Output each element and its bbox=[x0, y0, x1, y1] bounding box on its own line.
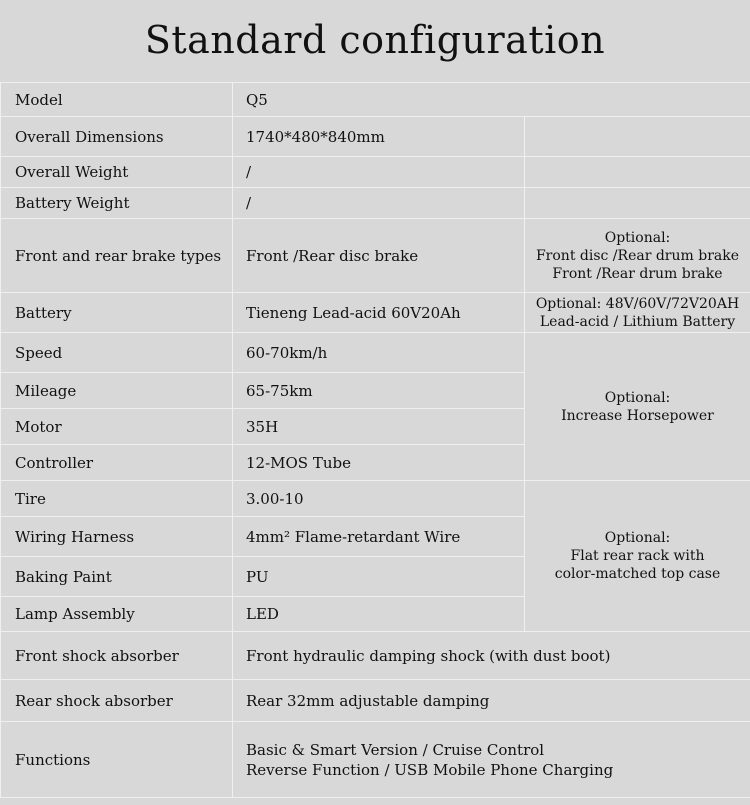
spec-value-rear-shock: Rear 32mm adjustable damping bbox=[233, 680, 750, 722]
table-row bbox=[1, 632, 750, 680]
option-line: Increase Horsepower bbox=[561, 407, 714, 424]
spec-label-rear-shock: Rear shock absorber bbox=[1, 680, 233, 722]
spec-label-front-shock: Front shock absorber bbox=[1, 632, 233, 680]
table-row bbox=[1, 333, 750, 373]
spec-value-speed: 60-70km/h bbox=[233, 333, 525, 373]
table-row bbox=[1, 293, 750, 333]
spec-value-controller: 12-MOS Tube bbox=[233, 445, 525, 481]
option-brakes bbox=[525, 219, 750, 293]
spec-value-motor: 35H bbox=[233, 409, 525, 445]
spec-label-dimensions: Overall Dimensions bbox=[1, 117, 233, 157]
spec-label-controller: Controller bbox=[1, 445, 233, 481]
functions-line: Basic & Smart Version / Cruise Control bbox=[246, 740, 545, 759]
spec-value-brakes: Front /Rear disc brake bbox=[233, 219, 525, 293]
option-line: Front /Rear drum brake bbox=[552, 265, 723, 282]
spec-value-model: Q5 bbox=[233, 83, 750, 117]
page-title: Standard configuration bbox=[144, 18, 606, 62]
spec-value-battery-weight: / bbox=[233, 188, 525, 219]
spec-value-overall-weight: / bbox=[233, 157, 525, 188]
option-line: Optional: bbox=[604, 389, 671, 406]
spec-label-motor: Motor bbox=[1, 409, 233, 445]
spec-label-overall-weight: Overall Weight bbox=[1, 157, 233, 188]
option-line: Optional: 48V/60V/72V20AH bbox=[535, 295, 740, 312]
spec-label-model: Model bbox=[1, 83, 233, 117]
option-line: color-matched top case bbox=[554, 566, 721, 582]
option-rack bbox=[525, 481, 750, 632]
spec-value-mileage: 65-75km bbox=[233, 373, 525, 409]
table-row bbox=[1, 83, 750, 117]
option-line: Optional: bbox=[604, 229, 671, 246]
table-row bbox=[1, 219, 750, 293]
empty-cell bbox=[525, 188, 750, 219]
spec-label-wiring: Wiring Harness bbox=[1, 517, 233, 557]
empty-cell bbox=[525, 117, 750, 157]
option-line: Optional: bbox=[604, 530, 671, 546]
spec-value-functions bbox=[233, 722, 750, 798]
spec-label-battery: Battery bbox=[1, 293, 233, 333]
functions-line: Reverse Function / USB Mobile Phone Charging bbox=[246, 760, 614, 779]
option-power bbox=[525, 333, 750, 481]
table-row bbox=[1, 481, 750, 517]
table-row bbox=[1, 188, 750, 219]
spec-label-battery-weight: Battery Weight bbox=[1, 188, 233, 219]
spec-label-functions: Functions bbox=[1, 722, 233, 798]
spec-label-speed: Speed bbox=[1, 333, 233, 373]
table-row bbox=[1, 117, 750, 157]
spec-label-paint: Baking Paint bbox=[1, 557, 233, 597]
spec-label-brakes: Front and rear brake types bbox=[1, 219, 233, 293]
spec-table bbox=[0, 82, 750, 798]
spec-value-battery: Tieneng Lead-acid 60V20Ah bbox=[233, 293, 525, 333]
spec-value-front-shock: Front hydraulic damping shock (with dust boot) bbox=[233, 632, 750, 680]
table-row bbox=[1, 680, 750, 722]
empty-cell bbox=[525, 157, 750, 188]
option-line: Front disc /Rear drum brake bbox=[535, 247, 740, 264]
option-line: Flat rear rack with bbox=[570, 548, 705, 564]
spec-value-lamp: LED bbox=[233, 597, 525, 632]
option-line: Lead-acid / Lithium Battery bbox=[539, 313, 736, 330]
table-row bbox=[1, 157, 750, 188]
spec-label-lamp: Lamp Assembly bbox=[1, 597, 233, 632]
spec-value-paint: PU bbox=[233, 557, 525, 597]
table-row bbox=[1, 722, 750, 798]
spec-value-wiring: 4mm² Flame-retardant Wire bbox=[233, 517, 525, 557]
spec-label-mileage: Mileage bbox=[1, 373, 233, 409]
spec-label-tire: Tire bbox=[1, 481, 233, 517]
option-battery bbox=[525, 293, 750, 333]
spec-value-tire: 3.00-10 bbox=[233, 481, 525, 517]
spec-value-dimensions: 1740*480*840mm bbox=[233, 117, 525, 157]
